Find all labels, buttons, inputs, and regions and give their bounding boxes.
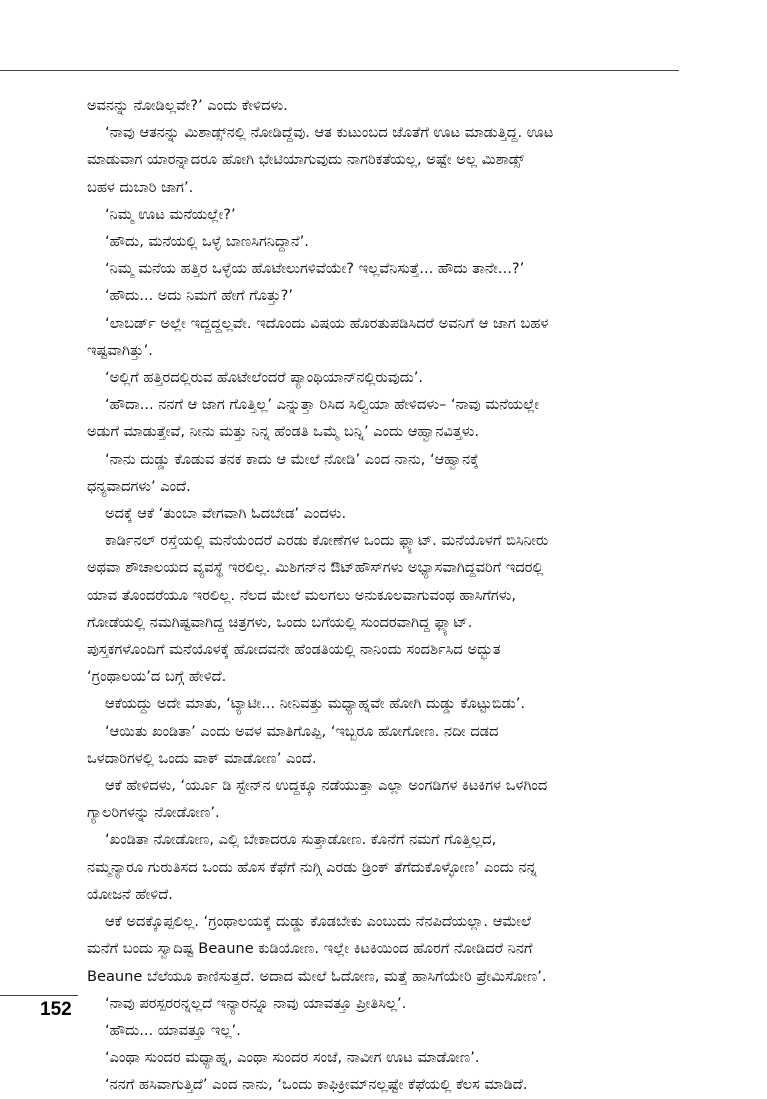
text-line: ‘ನಾನು ದುಡ್ಡು ಕೊಡುವ ತನಕ ಕಾದು ಆ ಮೇಲೆ ನೋಡಿ’ ಎಂದ ನಾನು, ‘ಆಹ್ವಾನಕ್ಕೆ bbox=[105, 450, 479, 468]
text-line: ಗ್ಯಾಲರಿಗಳನ್ನು ನೋಡೋಣ’. bbox=[87, 804, 220, 822]
text-line: ಬಹಳ ದುಬಾರಿ ಜಾಗ’. bbox=[87, 178, 194, 196]
text-line: ಅಥವಾ ಶೌಚಾಲಯದ ವ್ಯವಸ್ಥೆ ಇರಲಿಲ್ಲ. ಮಿಶಿಗನ್‌ನ ಔಟ್‌ಹೌಸ್‌ಗಳು ಅಭ್ಯಾಸವಾಗಿದ್ದವರಿಗೆ ಇದರಲ್ಲಿ bbox=[87, 559, 544, 577]
text-line: ಅವನನ್ನು ನೋಡಿಲ್ಲವೇ?’ ಎಂದು ಕೇಳಿದಳು. bbox=[87, 97, 288, 114]
text-line: ಕಾರ್ಡಿನಲ್ ರಸ್ತೆಯಲ್ಲಿ ಮನೆಯೆಂದರೆ ಎರಡು ಕೋಣೆಗಳ ಒಂದು ಫ್ಲ್ಯಾಟ್. ಮನೆಯೊಳಗೆ ಬಿಸಿನೀರು bbox=[105, 532, 549, 550]
text-line: ಯಾವ ತೊಂದರೆಯೂ ಇರಲಿಲ್ಲ. ನೆಲದ ಮೇಲೆ ಮಲಗಲು ಅನುಕೂಲವಾಗುವಂಥ ಹಾಸಿಗೆಗಳು, bbox=[87, 586, 517, 604]
text-line: ‘ಅಲ್ಲಿಗೆ ಹತ್ತಿರದಲ್ಲಿರುವ ಹೊಟೇಲೆಂದರೆ ಪ್ಯಾಂಥಿಯಾನ್‌ನಲ್ಲಿರುವುದು’. bbox=[105, 369, 424, 387]
text-line: ಮಾಡುವಾಗ ಯಾರನ್ನಾದರೂ ಹೋಗಿ ಭೇಟಿಯಾಗುವುದು ನಾಗರಿಕತೆಯಲ್ಲ, ಅಷ್ಟೇ ಅಲ್ಲ ಮಿಶಾಡ್ಸ್ bbox=[87, 151, 525, 169]
text-line: ಆಕೆ ಅದಕ್ಕೊಪ್ಪಲಿಲ್ಲ. ‘ಗ್ರಂಥಾಲಯಕ್ಕೆ ದುಡ್ಡು ಕೊಡಬೇಕು ಎಂಬುದು ನೆನಪಿದೆಯಲ್ಲಾ. ಆಮೇಲೆ bbox=[105, 913, 532, 931]
text-line: ‘ನಿಮ್ಮ ಮನೆಯ ಹತ್ತಿರ ಒಳ್ಳೆಯ ಹೊಟೇಲುಗಳಿವೆಯೇ? ಇಲ್ಲವೆನಿಸುತ್ತೆ... ಹೌದು ತಾನೇ...?’ bbox=[105, 260, 525, 278]
text-line: ‘ನಿಮ್ಮ ಊಟ ಮನೆಯಲ್ಲೇ?’ bbox=[105, 205, 236, 223]
text-line: ‘ಎಂಥಾ ಸುಂದರ ಮಧ್ಯಾಹ್ನ, ಎಂಥಾ ಸುಂದರ ಸಂಜೆ, ನಾವೀಗ ಊಟ ಮಾಡೋಣ’. bbox=[105, 1049, 480, 1067]
text-line: ‘ಹೌದು, ಮನೆಯಲ್ಲಿ ಒಳ್ಳೆ ಬಾಣಸಿಗನಿದ್ದಾನೆ’. bbox=[105, 233, 309, 251]
text-line: ಮನೆಗೆ ಬಂದು ಸ್ವಾದಿಷ್ಟ Beaune ಕುಡಿಯೋಣ. ಇಲ್ಲೇ ಕಿಟಕಿಯಿಂದ ಹೊರಗೆ ನೋಡಿದರೆ ನಿನಗೆ bbox=[87, 940, 533, 958]
text-line: ಯೋಜನೆ ಹೇಳಿದೆ. bbox=[87, 885, 173, 903]
text-line: ಗೋಡೆಯಲ್ಲಿ ನಮಗಿಷ್ಟವಾಗಿದ್ದ ಚಿತ್ರಗಳು, ಒಂದು ಬಗೆಯಲ್ಲಿ ಸುಂದರವಾಗಿದ್ದ ಫ್ಲ್ಯಾಟ್. bbox=[87, 613, 473, 631]
footer-rule bbox=[0, 995, 78, 996]
page-body-text bbox=[87, 92, 677, 1099]
text-line: ಆಕೆಯದ್ದು ಅದೇ ಮಾತು, ‘ಟ್ಯಾಟೀ... ನೀನಿವತ್ತು ಮಧ್ಯಾಹ್ನವೇ ಹೋಗಿ ದುಡ್ಡು ಕೊಟ್ಟುಬಿಡು’. bbox=[105, 695, 526, 713]
text-line: ಅದಕ್ಕೆ ಆಕೆ ‘ತುಂಬಾ ವೇಗವಾಗಿ ಓದಬೇಡ’ ಎಂದಳು. bbox=[105, 505, 347, 523]
text-line: ‘ಹೌದು... ಯಾವತ್ತೂ ಇಲ್ಲ’. bbox=[105, 1021, 241, 1039]
text-line: ‘ನಾವು ಆತನನ್ನು ಮಿಶಾಡ್ಸ್‌ನಲ್ಲಿ ನೋಡಿದ್ದೆವು. ಆತ ಕುಟುಂಬದ ಜೊತೆಗೆ ಊಟ ಮಾಡುತ್ತಿದ್ದ. ಊಟ bbox=[105, 124, 554, 142]
text-line: ಆಕೆ ಹೇಳಿದಳು, ‘ರ್ಯೂ ಡಿ ಸ್ಟೇನ್‌ನ ಉದ್ದಕ್ಕೂ ನಡೆಯುತ್ತಾ ಎಲ್ಲಾ ಅಂಗಡಿಗಳ ಕಿಟಕಿಗಳ ಒಳಗಿಂದ bbox=[105, 777, 548, 795]
text-line: ‘ನನಗೆ ಹಸಿವಾಗುತ್ತಿದೆ’ ಎಂದ ನಾನು, ‘ಒಂದು ಕಾಫಿಕ್ರೀಮ್‌ನಲ್ಲಷ್ಟೇ ಕೆಫೆಯಲ್ಲಿ ಕೆಲಸ ಮಾಡಿದೆ. bbox=[105, 1076, 528, 1094]
text-line: ‘ಹೌದಾ... ನನಗೆ ಆ ಜಾಗ ಗೊತ್ತಿಲ್ಲ’ ಎನ್ನುತ್ತಾ ರಿಸಿದ ಸಿಲ್ವಿಯಾ ಹೇಳಿದಳು– ‘ನಾವು ಮನೆಯಲ್ಲೇ bbox=[105, 396, 540, 414]
text-line: ಒಳದಾರಿಗಳಲ್ಲಿ ಒಂದು ವಾಕ್ ಮಾಡೋಣ’ ಎಂದೆ. bbox=[87, 749, 317, 767]
page-number: 152 bbox=[40, 999, 72, 1020]
header-rule bbox=[0, 70, 679, 71]
text-line: ‘ಆಯಿತು ಖಂಡಿತಾ’ ಎಂದು ಅವಳ ಮಾತಿಗೊಪ್ಪಿ, ‘ಇಬ್ಬರೂ ಹೋಗೋಣ. ನದೀ ದಡದ bbox=[105, 722, 499, 740]
text-line: ‘ಹೌದು... ಅದು ನಿಮಗೆ ಹೇಗೆ ಗೊತ್ತು?’ bbox=[105, 287, 294, 305]
text-line: ‘ನಾವು ಪರಸ್ಪರರನ್ನಲ್ಲದೆ ಇನ್ಯಾರನ್ನೂ ನಾವು ಯಾವತ್ತೂ ಪ್ರೀತಿಸಿಲ್ಲ’. bbox=[105, 994, 407, 1012]
text-line: ‘ಲಾಬರ್ಡ್ ಅಲ್ಲೇ ಇದ್ದದ್ದಲ್ಲವೇ. ಇದೊಂದು ವಿಷಯ ಹೊರತುಪಡಿಸಿದರೆ ಅವನಿಗೆ ಆ ಜಾಗ ಬಹಳ bbox=[105, 314, 549, 332]
text-line: ಅಡುಗೆ ಮಾಡುತ್ತೇವೆ, ನೀನು ಮತ್ತು ನಿನ್ನ ಹೆಂಡತಿ ಒಮ್ಮೆ ಬನ್ನಿ’ ಎಂದು ಆಹ್ವಾನವಿತ್ತಳು. bbox=[87, 423, 480, 441]
text-line: ನಮ್ಮನ್ಯಾರೂ ಗುರುತಿಸದ ಒಂದು ಹೊಸ ಕೆಫೆಗೆ ನುಗ್ಗಿ ಎರಡು ಡ್ರಿಂಕ್ ತೆಗೆದುಕೊಳ್ಳೋಣ’ ಎಂದು ನನ್ನ bbox=[87, 858, 537, 876]
text-line: ಇಷ್ಟವಾಗಿತ್ತು’. bbox=[87, 341, 153, 359]
text-line: ‘ಖಂಡಿತಾ ನೋಡೋಣ, ಎಲ್ಲಿ ಬೇಕಾದರೂ ಸುತ್ತಾಡೋಣ. ಕೊನೆಗೆ ನಮಗೆ ಗೊತ್ತಿಲ್ಲದ, bbox=[105, 831, 497, 849]
text-line: ಪುಸ್ತಕಗಳೊಂದಿಗೆ ಮನೆಯೊಳಕ್ಕೆ ಹೋದವನೇ ಹೆಂಡತಿಯಲ್ಲಿ ನಾನಿಂದು ಸಂದರ್ಶಿಸಿದ ಅದ್ಭುತ bbox=[87, 641, 501, 659]
text-line: ‘ಗ್ರಂಥಾಲಯ’ದ ಬಗ್ಗೆ ಹೇಳಿದೆ. bbox=[87, 668, 227, 686]
text-line: Beaune ಬೆಲೆಯೂ ಕಾಣಿಸುತ್ತದೆ. ಅದಾದ ಮೇಲೆ ಓದೋಣ, ಮತ್ತೆ ಹಾಸಿಗೆಯೇರಿ ಪ್ರೇಮಿಸೋಣ’. bbox=[87, 967, 547, 985]
text-line: ಧನ್ಯವಾದಗಳು’ ಎಂದೆ. bbox=[87, 477, 191, 495]
